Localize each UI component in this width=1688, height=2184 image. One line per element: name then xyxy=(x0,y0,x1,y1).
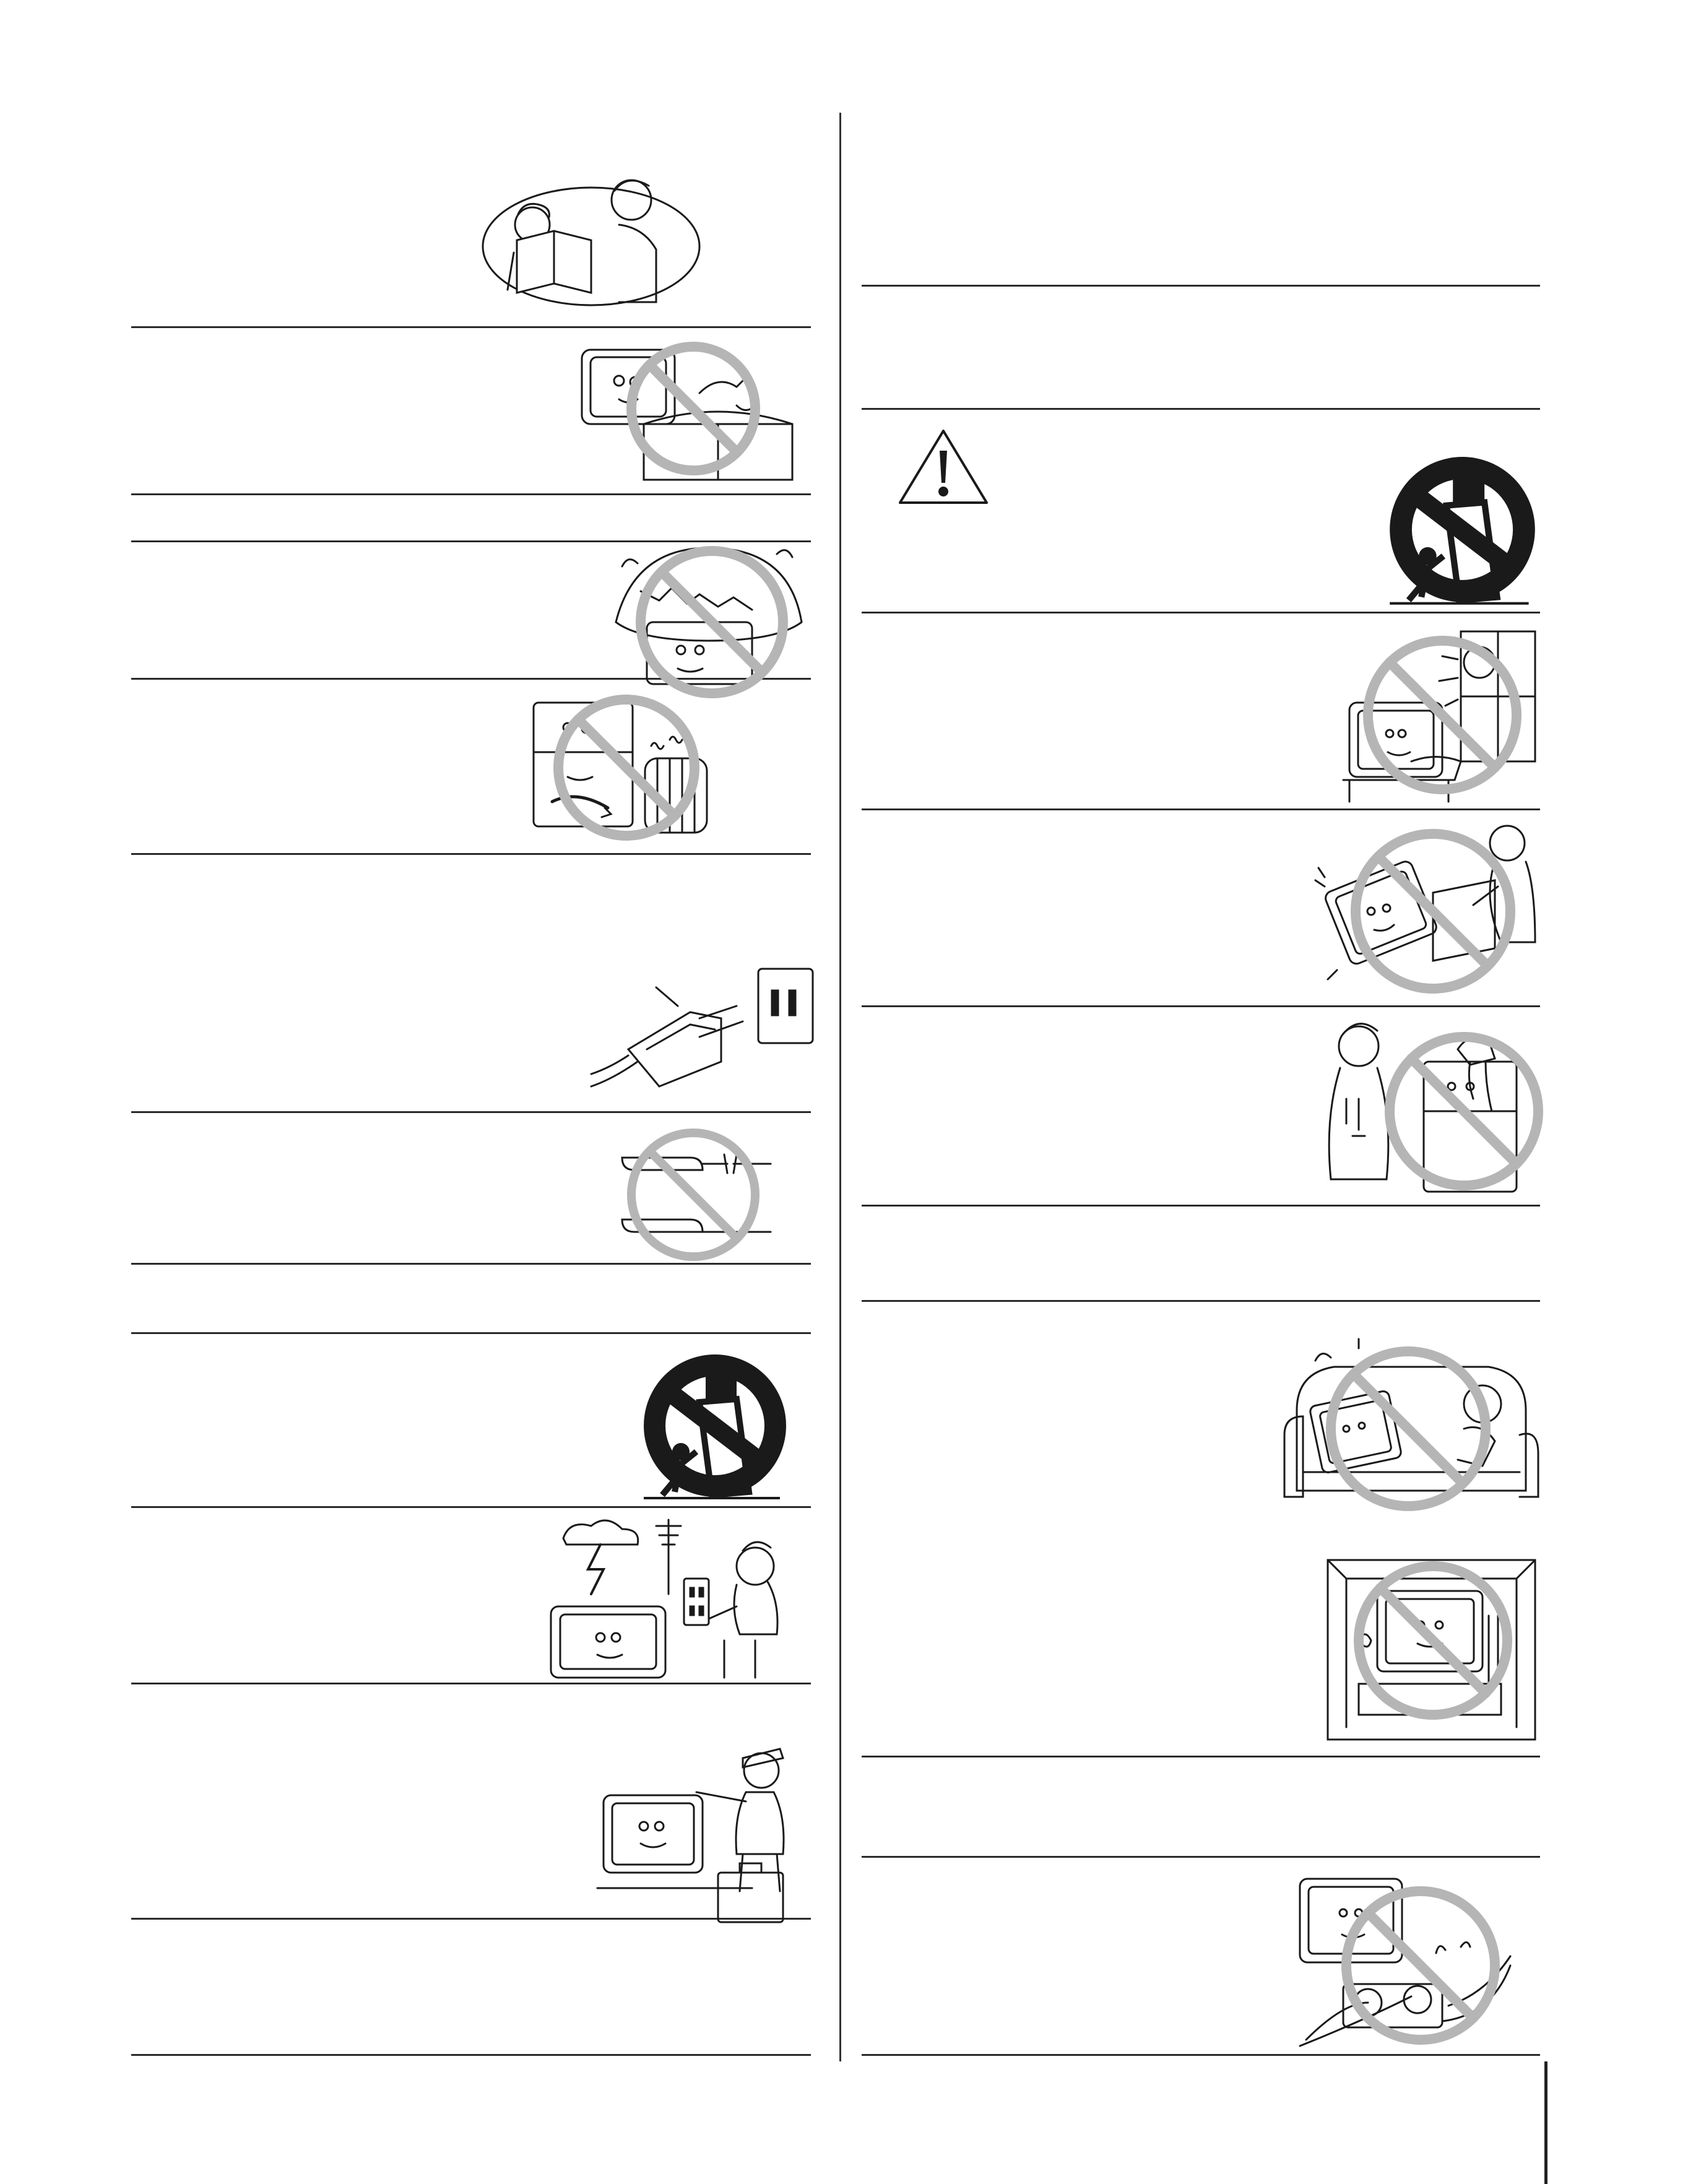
section-divider xyxy=(131,326,811,328)
protect-power-cord-icon xyxy=(610,1120,777,1263)
section-divider xyxy=(862,1205,1540,1207)
no-covering-ventilation-icon xyxy=(604,529,808,700)
section-divider xyxy=(862,1005,1540,1007)
page-edge-marker xyxy=(1544,2061,1547,2184)
section-divider xyxy=(131,493,811,495)
section-divider xyxy=(862,285,1540,287)
section-divider xyxy=(131,853,811,855)
section-divider xyxy=(131,1332,811,1334)
unplug-during-lightning-icon xyxy=(545,1514,780,1684)
section-divider xyxy=(131,2054,811,2056)
no-overloaded-outlet-icon xyxy=(1294,1873,1520,2052)
section-divider xyxy=(862,1856,1540,1858)
no-enclosed-space-icon xyxy=(1322,1548,1541,1746)
no-liquids-on-tv-icon xyxy=(1322,1012,1541,1201)
section-divider xyxy=(131,1263,811,1265)
polarized-plug-icon xyxy=(591,956,817,1105)
no-soft-surface-icon xyxy=(1278,1336,1544,1522)
no-cart-tipover-icon xyxy=(638,1353,792,1507)
caution-triangle-icon xyxy=(896,427,990,506)
cart-warning-icon xyxy=(1383,455,1541,613)
section-divider xyxy=(862,2054,1540,2056)
section-divider xyxy=(862,1756,1540,1757)
read-instructions-icon xyxy=(480,166,703,321)
column-divider xyxy=(839,113,841,2061)
section-divider xyxy=(862,1300,1540,1302)
section-divider xyxy=(862,808,1540,810)
qualified-service-icon xyxy=(597,1733,811,1928)
no-heat-source-icon xyxy=(527,684,719,848)
no-water-near-tv-icon xyxy=(576,331,799,489)
section-divider xyxy=(862,408,1540,410)
no-direct-sunlight-icon xyxy=(1337,625,1541,805)
no-dropping-tv-icon xyxy=(1309,818,1541,1004)
section-divider xyxy=(131,1111,811,1113)
